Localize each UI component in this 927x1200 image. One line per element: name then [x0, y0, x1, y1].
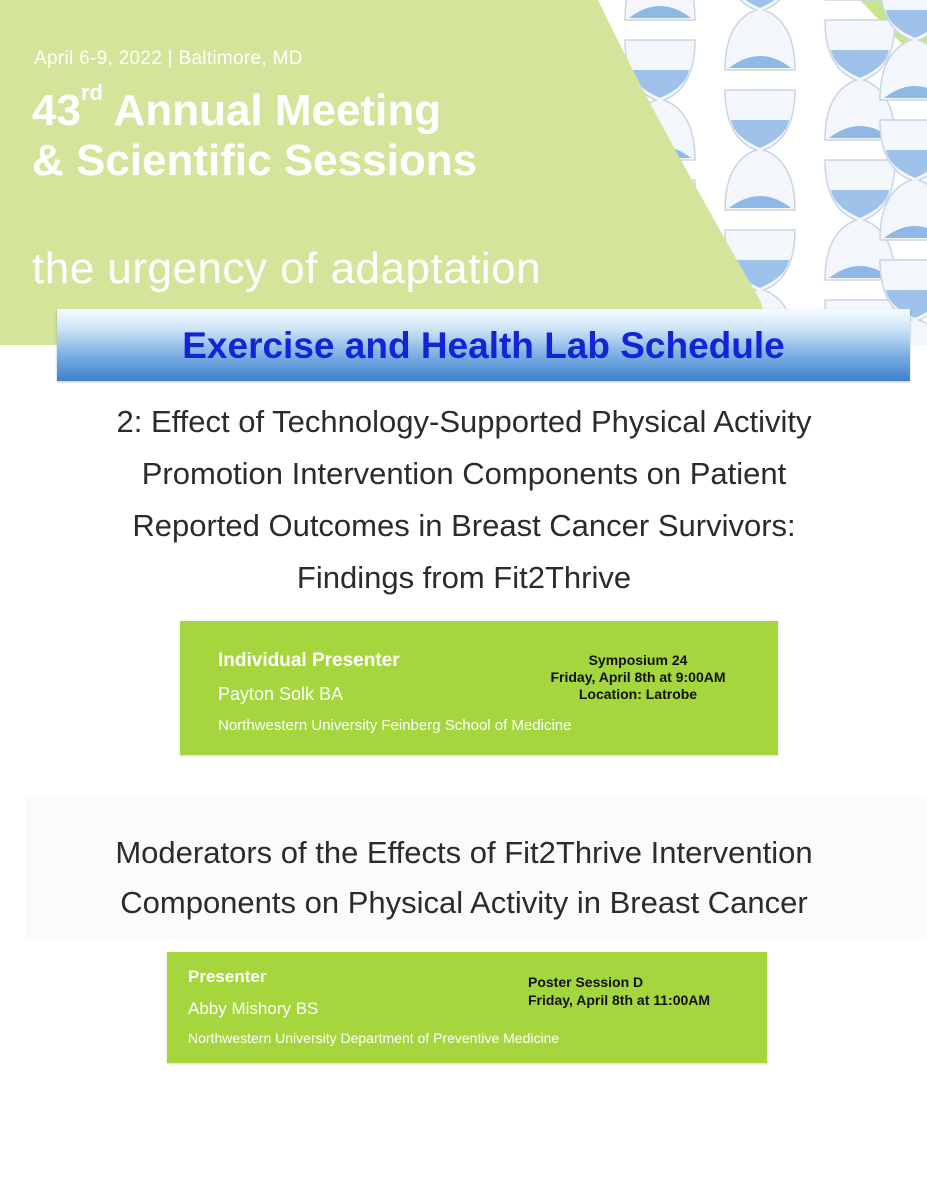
presenter-card	[180, 621, 778, 755]
presenter-role: Presenter	[188, 967, 267, 986]
session-title-line: Moderators of the Effects of Fit2Thrive Intervention	[115, 835, 813, 870]
meeting-ordinal: 43	[32, 86, 81, 135]
session-details	[528, 973, 758, 1009]
hourglass-icon	[725, 0, 795, 70]
session-type: Symposium 24	[588, 652, 688, 668]
session-datetime: Friday, April 8th at 9:00AM	[550, 669, 726, 685]
presenter-card	[167, 952, 767, 1063]
session-title-line: Components on Physical Activity in Breast Cancer	[120, 885, 808, 920]
conference-banner	[0, 0, 927, 345]
meeting-theme: the urgency of adaptation	[32, 244, 542, 293]
presenter-role: Individual Presenter	[218, 650, 400, 671]
session-title-line: 2: Effect of Technology-Supported Physical Activity	[116, 404, 812, 439]
hourglass-icon	[725, 90, 795, 210]
session-datetime: Friday, April 8th at 11:00AM	[528, 992, 711, 1008]
session-title	[30, 828, 898, 928]
schedule-title: Exercise and Health Lab Schedule	[182, 325, 785, 366]
meeting-title	[32, 80, 478, 186]
hourglass-icon	[625, 0, 695, 20]
presenter-name: Abby Mishory BS	[188, 999, 319, 1018]
presenter-affiliation: Northwestern University Feinberg School of Medicine	[218, 717, 572, 734]
session-details	[520, 652, 756, 703]
session-type: Poster Session D	[528, 974, 644, 990]
meeting-ordinal-suffix: rd	[80, 80, 103, 105]
presenter-name: Payton Solk BA	[218, 684, 344, 704]
session-title-line: Reported Outcomes in Breast Cancer Survivors:	[132, 508, 796, 543]
session-location: Location: Latrobe	[578, 686, 698, 702]
meeting-title-line2: & Scientific Sessions	[32, 136, 478, 185]
presenter-affiliation: Northwestern University Department of Preventive Medicine	[188, 1030, 560, 1046]
session-title-line: Findings from Fit2Thrive	[296, 560, 632, 595]
event-date-location: April 6-9, 2022 | Baltimore, MD	[34, 48, 303, 69]
meeting-title-line1: Annual Meeting	[102, 86, 442, 135]
session-title-line: Promotion Intervention Components on Patient	[141, 456, 787, 491]
session-title	[30, 396, 898, 604]
schedule-title-bar	[57, 309, 910, 381]
